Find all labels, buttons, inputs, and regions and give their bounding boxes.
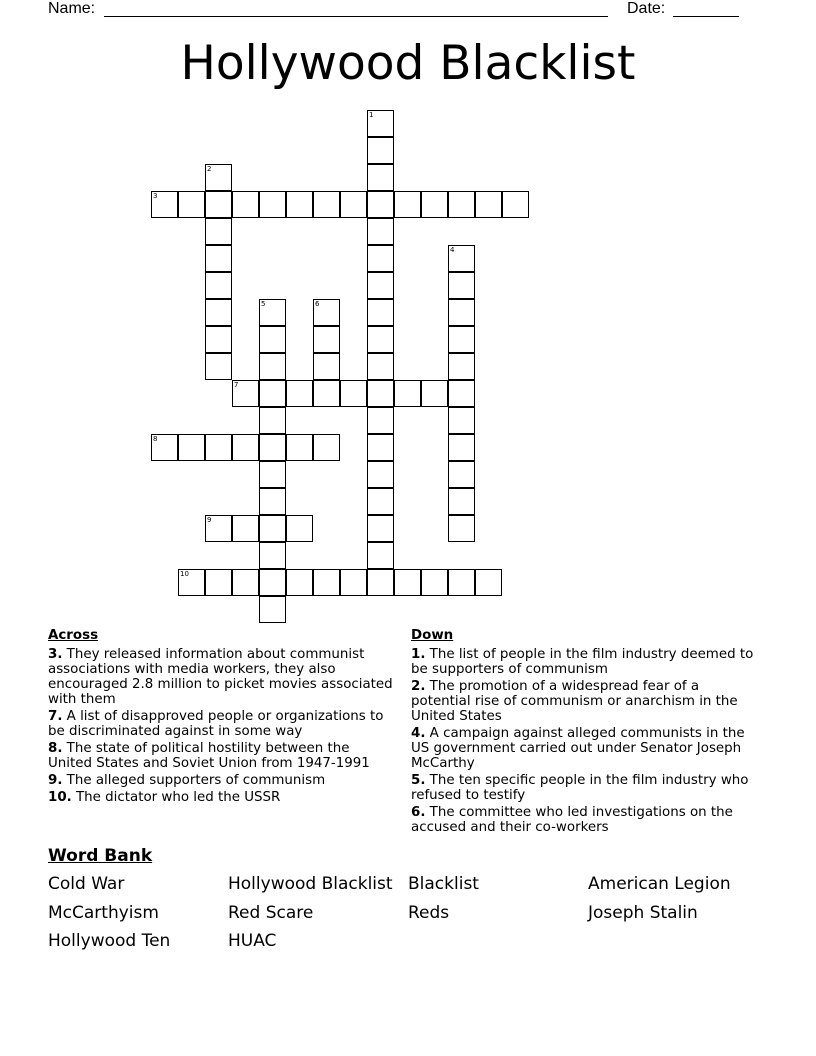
cell-number: 8	[153, 435, 158, 443]
grid-cell[interactable]	[475, 191, 502, 218]
grid-cell[interactable]	[313, 380, 340, 407]
clue-number: 4.	[411, 726, 426, 741]
grid-cell[interactable]	[286, 380, 313, 407]
grid-cell[interactable]	[259, 380, 286, 407]
grid-cell[interactable]	[448, 434, 475, 461]
grid-cell[interactable]	[259, 488, 286, 515]
grid-cell[interactable]	[448, 461, 475, 488]
cell-number: 6	[315, 300, 320, 308]
grid-cell[interactable]	[313, 326, 340, 353]
grid-cell[interactable]	[286, 569, 313, 596]
grid-cell[interactable]	[205, 326, 232, 353]
cell-number: 1	[369, 111, 374, 119]
across-clue	[48, 773, 393, 788]
grid-cell[interactable]	[448, 488, 475, 515]
clue-text: The state of political hostility between the United States and Soviet Union from 1947-1991	[48, 741, 370, 771]
grid-cell[interactable]	[259, 569, 286, 596]
grid-cell[interactable]	[448, 569, 475, 596]
grid-cell[interactable]	[367, 380, 394, 407]
grid-cell[interactable]	[259, 353, 286, 380]
grid-cell[interactable]	[394, 569, 421, 596]
word-bank-word: American Legion	[588, 874, 731, 894]
grid-cell[interactable]	[259, 191, 286, 218]
grid-cell[interactable]	[421, 380, 448, 407]
grid-cell[interactable]	[259, 326, 286, 353]
grid-cell[interactable]	[367, 542, 394, 569]
grid-cell[interactable]	[367, 245, 394, 272]
grid-cell[interactable]	[340, 380, 367, 407]
word-bank-title: Word Bank	[48, 846, 153, 866]
clue-number: 8.	[48, 741, 63, 756]
down-clue	[411, 773, 756, 803]
grid-cell[interactable]	[205, 515, 232, 542]
grid-cell[interactable]	[367, 137, 394, 164]
grid-cell[interactable]	[448, 191, 475, 218]
clue-number: 1.	[411, 647, 426, 662]
grid-cell[interactable]	[232, 380, 259, 407]
grid-cell[interactable]	[178, 569, 205, 596]
grid-cell[interactable]	[448, 245, 475, 272]
grid-cell[interactable]	[178, 434, 205, 461]
word-bank-word: Red Scare	[228, 903, 314, 923]
grid-cell[interactable]	[232, 569, 259, 596]
down-clue	[411, 679, 756, 724]
grid-cell[interactable]	[205, 191, 232, 218]
cell-number: 7	[234, 381, 239, 389]
grid-cell[interactable]	[367, 407, 394, 434]
page-title: Hollywood Blacklist	[180, 36, 636, 91]
grid-cell[interactable]	[367, 461, 394, 488]
grid-cell[interactable]	[448, 380, 475, 407]
grid-cell[interactable]	[421, 191, 448, 218]
clue-text: A list of disapproved people or organizations to be discriminated against in some way	[48, 709, 384, 739]
grid-cell[interactable]	[367, 515, 394, 542]
grid-cell[interactable]	[259, 542, 286, 569]
clue-number: 10.	[48, 790, 72, 805]
grid-cell[interactable]	[448, 353, 475, 380]
word-bank-word: Joseph Stalin	[588, 903, 698, 923]
word-bank-word: Hollywood Ten	[48, 931, 171, 951]
date-label: Date:	[627, 0, 666, 17]
grid-cell[interactable]	[313, 353, 340, 380]
grid-cell[interactable]	[367, 434, 394, 461]
grid-cell[interactable]	[286, 191, 313, 218]
grid-cell[interactable]	[367, 326, 394, 353]
grid-cell[interactable]	[394, 191, 421, 218]
grid-cell[interactable]	[367, 569, 394, 596]
grid-cell[interactable]	[151, 434, 178, 461]
grid-cell[interactable]	[286, 434, 313, 461]
grid-cell[interactable]	[205, 434, 232, 461]
grid-cell[interactable]	[340, 191, 367, 218]
grid-cell[interactable]	[205, 272, 232, 299]
grid-cell[interactable]	[448, 407, 475, 434]
grid-cell[interactable]	[448, 515, 475, 542]
cell-number: 4	[450, 246, 455, 254]
down-heading: Down	[411, 628, 454, 643]
grid-cell[interactable]	[205, 218, 232, 245]
down-clue	[411, 726, 756, 771]
grid-cell[interactable]	[205, 353, 232, 380]
cell-number: 9	[207, 516, 212, 524]
grid-cell[interactable]	[259, 515, 286, 542]
grid-cell[interactable]	[259, 299, 286, 326]
grid-cell[interactable]	[259, 461, 286, 488]
cell-number: 5	[261, 300, 266, 308]
grid-cell[interactable]	[367, 218, 394, 245]
word-bank-word: Blacklist	[408, 874, 479, 894]
across-heading: Across	[48, 628, 99, 643]
across-clue	[48, 741, 393, 771]
grid-cell[interactable]	[367, 299, 394, 326]
grid-cell[interactable]	[259, 434, 286, 461]
grid-cell[interactable]	[205, 164, 232, 191]
word-bank-word: Hollywood Blacklist	[228, 874, 393, 894]
clue-number: 2.	[411, 679, 426, 694]
grid-cell[interactable]	[151, 191, 178, 218]
grid-cell[interactable]	[259, 407, 286, 434]
clue-number: 7.	[48, 709, 63, 724]
clue-text: The committee who led investigations on the accused and their co-workers	[411, 805, 733, 835]
grid-cell[interactable]	[448, 326, 475, 353]
clue-text: The ten specific people in the film industry who refused to testify	[411, 773, 749, 803]
grid-cell[interactable]	[205, 245, 232, 272]
clue-text: The alleged supporters of communism	[66, 773, 326, 788]
down-clues	[411, 628, 756, 837]
across-clue	[48, 709, 393, 739]
across-clue	[48, 790, 393, 805]
word-bank-word: Reds	[408, 903, 450, 923]
grid-cell[interactable]	[421, 569, 448, 596]
name-label: Name:	[48, 0, 96, 17]
clue-text: The list of people in the film industry deemed to be supporters of communism	[411, 647, 754, 677]
across-clue	[48, 647, 393, 707]
clue-text: They released information about communist associations with media workers, they also encouraged 2.8 million to picket movies associated with them	[48, 647, 393, 707]
down-clue	[411, 647, 756, 677]
grid-cell[interactable]	[367, 353, 394, 380]
grid-cell[interactable]	[502, 191, 529, 218]
grid-cell[interactable]	[313, 434, 340, 461]
word-bank-word: McCarthyism	[48, 903, 159, 923]
grid-cell[interactable]	[367, 110, 394, 137]
clue-text: The dictator who led the USSR	[76, 790, 281, 805]
cell-number: 2	[207, 165, 212, 173]
clue-number: 9.	[48, 773, 63, 788]
grid-cell[interactable]	[178, 191, 205, 218]
word-bank-word: HUAC	[228, 931, 277, 951]
cell-number: 3	[153, 192, 158, 200]
grid-cell[interactable]	[448, 272, 475, 299]
grid-cell[interactable]	[475, 569, 502, 596]
clue-text: The promotion of a widespread fear of a potential rise of communism or anarchism in the United States	[411, 679, 738, 724]
grid-cell[interactable]	[313, 569, 340, 596]
cell-number: 10	[180, 570, 189, 578]
grid-cell[interactable]	[340, 569, 367, 596]
grid-cell[interactable]	[367, 164, 394, 191]
across-clues	[48, 628, 393, 807]
word-bank-word: Cold War	[48, 874, 125, 894]
grid-cell[interactable]	[232, 191, 259, 218]
grid-cell[interactable]	[232, 434, 259, 461]
grid-cell[interactable]	[205, 299, 232, 326]
down-clue	[411, 805, 756, 835]
grid-cell[interactable]	[394, 380, 421, 407]
grid-cell[interactable]	[313, 191, 340, 218]
grid-cell[interactable]	[205, 569, 232, 596]
grid-cell[interactable]	[232, 515, 259, 542]
clue-text: A campaign against alleged communists in the US government carried out under Senator Joseph McCarthy	[411, 726, 745, 771]
grid-cell[interactable]	[259, 596, 286, 623]
grid-cell[interactable]	[367, 191, 394, 218]
clue-number: 6.	[411, 805, 426, 820]
grid-cell[interactable]	[367, 488, 394, 515]
grid-cell[interactable]	[448, 299, 475, 326]
grid-cell[interactable]	[367, 272, 394, 299]
grid-cell[interactable]	[313, 299, 340, 326]
clue-number: 3.	[48, 647, 63, 662]
clue-number: 5.	[411, 773, 426, 788]
grid-cell[interactable]	[286, 515, 313, 542]
